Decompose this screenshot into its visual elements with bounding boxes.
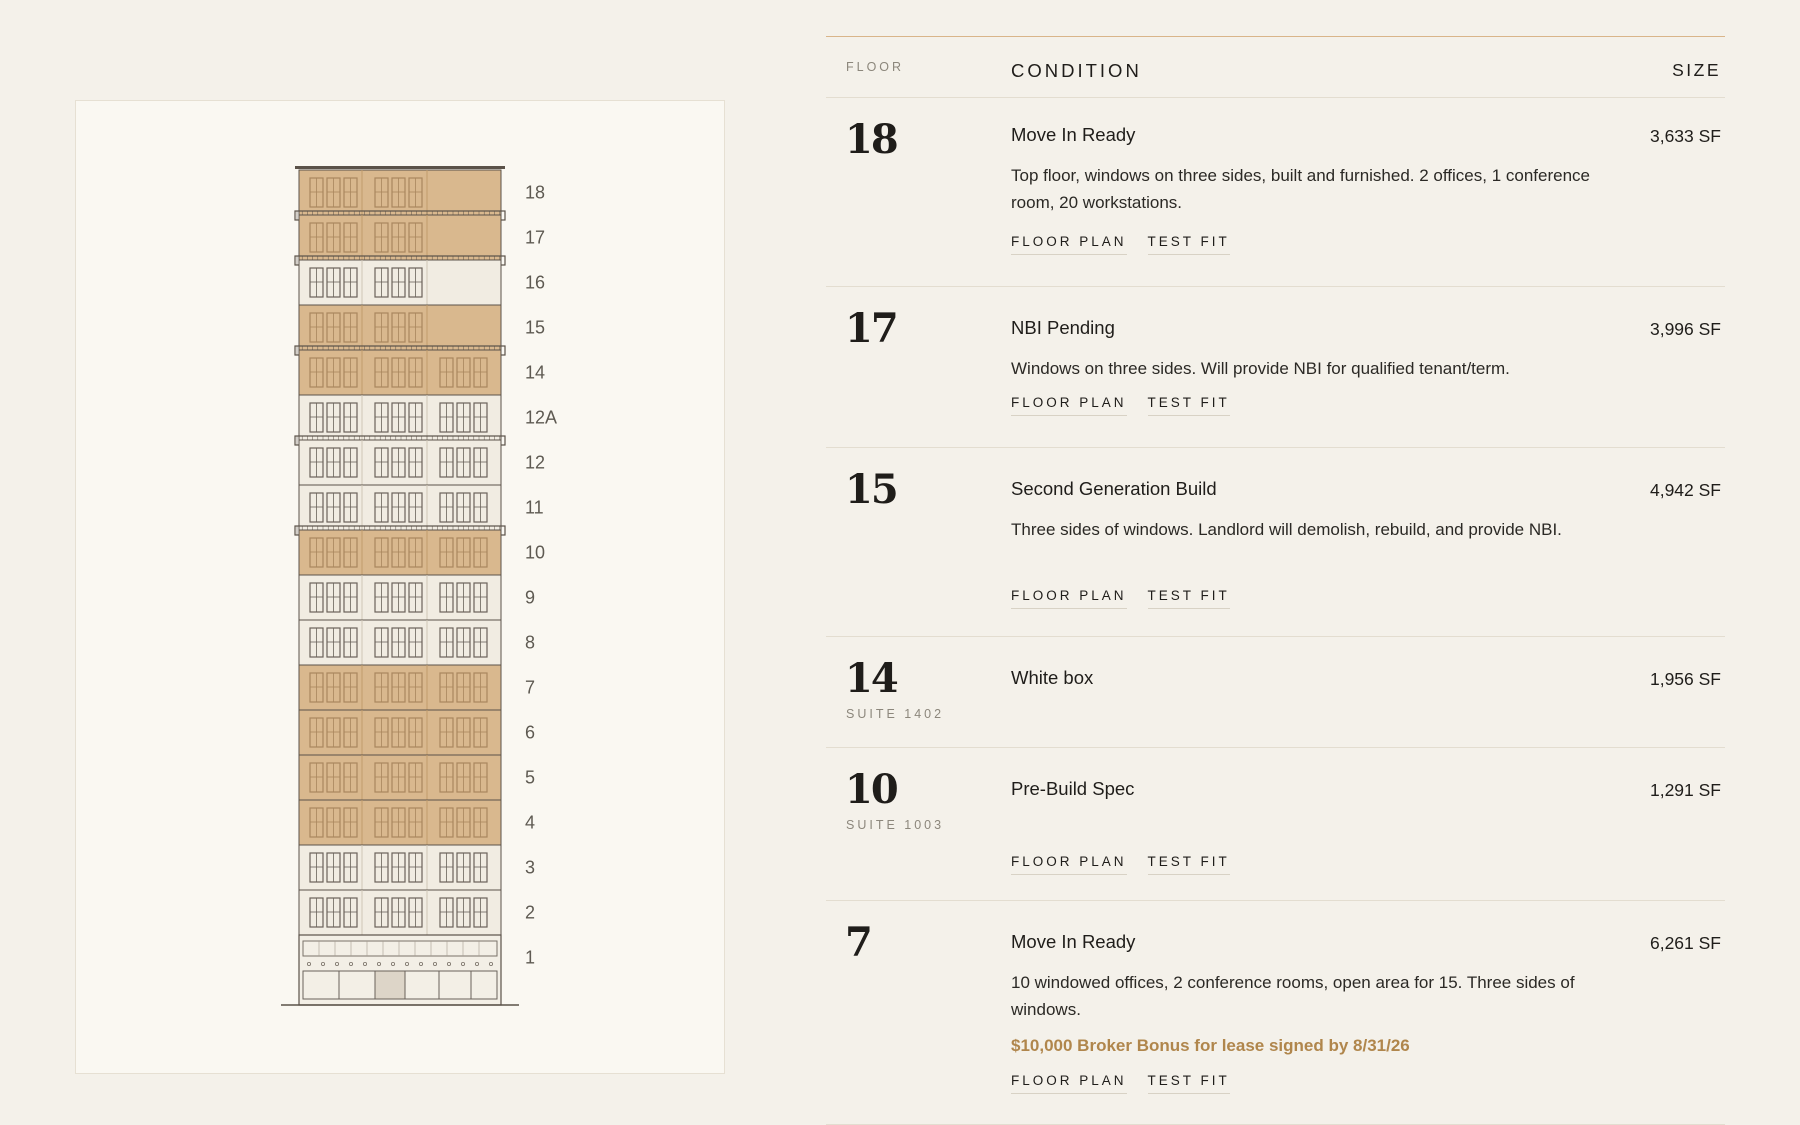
test-fit-link[interactable]: TEST FIT xyxy=(1148,854,1230,875)
floor-plan-link[interactable]: FLOOR PLAN xyxy=(1011,395,1127,416)
table-row[interactable] xyxy=(826,901,1725,1125)
entrance-door xyxy=(375,971,405,999)
floor-label-12a[interactable]: 12A xyxy=(525,407,558,427)
condition-title: White box xyxy=(1011,667,1094,688)
size-value: 1,956 SF xyxy=(1649,669,1721,689)
condition-title: Pre-Build Spec xyxy=(1011,778,1135,799)
table-body xyxy=(826,98,1725,1125)
floor-band-7 xyxy=(299,665,501,710)
floor-label-16[interactable]: 16 xyxy=(525,272,546,292)
row-links xyxy=(1011,588,1230,609)
size-value: 3,633 SF xyxy=(1649,126,1721,146)
size-value: 1,291 SF xyxy=(1649,780,1721,800)
floor-band-12 xyxy=(299,440,501,485)
floor-number: 15 xyxy=(845,466,897,513)
row-links xyxy=(1011,234,1230,255)
floor-label-14[interactable]: 14 xyxy=(525,362,546,382)
floor-label-3[interactable]: 3 xyxy=(525,857,536,877)
condition-description: Windows on three sides. Will provide NBI for qualified tenant/term. xyxy=(1011,359,1510,378)
floor-band-2 xyxy=(299,890,501,935)
floor-number: 17 xyxy=(845,305,897,352)
floor-band-12A xyxy=(299,395,501,440)
size-value: 4,942 SF xyxy=(1649,480,1721,500)
row-links xyxy=(1011,395,1230,416)
floor-plan-link[interactable]: FLOOR PLAN xyxy=(1011,588,1127,609)
floor-label-2[interactable]: 2 xyxy=(525,902,536,922)
row-links xyxy=(1011,854,1230,875)
floor-band-6 xyxy=(299,710,501,755)
floor-label-15[interactable]: 15 xyxy=(525,317,546,337)
building-elevation xyxy=(76,101,724,1073)
floor-label-18[interactable]: 18 xyxy=(525,182,546,202)
floor-label-5[interactable]: 5 xyxy=(525,767,536,787)
condition-description: Three sides of windows. Landlord will demolish, rebuild, and provide NBI. xyxy=(1011,520,1562,539)
floor-band-5 xyxy=(299,755,501,800)
floor-label-4[interactable]: 4 xyxy=(525,812,536,832)
header-floor: FLOOR xyxy=(846,60,905,74)
row-links xyxy=(1011,1073,1230,1094)
floor-band-9 xyxy=(299,575,501,620)
floor-label-8[interactable]: 8 xyxy=(525,632,536,652)
floor-label-1[interactable]: 1 xyxy=(525,947,536,967)
table-row[interactable] xyxy=(826,448,1725,637)
table-row[interactable] xyxy=(826,98,1725,287)
availability-table xyxy=(826,36,1725,1125)
condition-description: Top floor, windows on three sides, built and furnished. 2 offices, 1 conference room, 20 workstations. xyxy=(1011,166,1590,212)
floor-band-15 xyxy=(299,305,501,350)
test-fit-link[interactable]: TEST FIT xyxy=(1148,588,1230,609)
test-fit-link[interactable]: TEST FIT xyxy=(1148,234,1230,255)
floor-band-11 xyxy=(299,485,501,530)
floor-label-6[interactable]: 6 xyxy=(525,722,536,742)
floor-band-4 xyxy=(299,800,501,845)
floor-number: 18 xyxy=(845,116,897,163)
floor-band-8 xyxy=(299,620,501,665)
condition-title: Move In Ready xyxy=(1011,124,1136,145)
building-elevation-panel xyxy=(75,100,725,1074)
condition-description: 10 windowed offices, 2 conference rooms, open area for 15. Three sides of windows. xyxy=(1011,973,1575,1019)
suite-label: SUITE 1003 xyxy=(846,818,945,832)
roof-cap xyxy=(295,166,505,169)
test-fit-link[interactable]: TEST FIT xyxy=(1148,1073,1230,1094)
header-condition: CONDITION xyxy=(1011,60,1142,81)
condition-title: NBI Pending xyxy=(1011,317,1115,338)
test-fit-link[interactable]: TEST FIT xyxy=(1148,395,1230,416)
floor-band-16 xyxy=(299,260,501,305)
floor-label-7[interactable]: 7 xyxy=(525,677,536,697)
floor-number: 7 xyxy=(845,919,871,966)
floor-label-11[interactable]: 11 xyxy=(525,497,544,517)
condition-title: Second Generation Build xyxy=(1011,478,1217,499)
floor-band-17 xyxy=(299,215,501,260)
table-row[interactable] xyxy=(826,748,1725,901)
floor-band-18 xyxy=(299,170,501,215)
floor-band-14 xyxy=(299,350,501,395)
table-header xyxy=(826,37,1725,98)
suite-label: SUITE 1402 xyxy=(846,707,945,721)
table-row[interactable] xyxy=(826,287,1725,448)
floor-plan-link[interactable]: FLOOR PLAN xyxy=(1011,234,1127,255)
table-row[interactable] xyxy=(826,637,1725,748)
floor-band-10 xyxy=(299,530,501,575)
floor-number: 14 xyxy=(845,655,897,702)
condition-title: Move In Ready xyxy=(1011,931,1136,952)
header-size: SIZE xyxy=(1672,60,1721,80)
floor-number: 10 xyxy=(845,766,897,813)
floor-label-12[interactable]: 12 xyxy=(525,452,546,472)
size-value: 3,996 SF xyxy=(1649,319,1721,339)
broker-bonus-note: $10,000 Broker Bonus for lease signed by 8/31/26 xyxy=(1011,1036,1410,1055)
floor-band-3 xyxy=(299,845,501,890)
floor-label-17[interactable]: 17 xyxy=(525,227,546,247)
floor-label-10[interactable]: 10 xyxy=(525,542,546,562)
floor-plan-link[interactable]: FLOOR PLAN xyxy=(1011,854,1127,875)
floor-plan-link[interactable]: FLOOR PLAN xyxy=(1011,1073,1127,1094)
floor-label-9[interactable]: 9 xyxy=(525,587,536,607)
size-value: 6,261 SF xyxy=(1649,933,1721,953)
